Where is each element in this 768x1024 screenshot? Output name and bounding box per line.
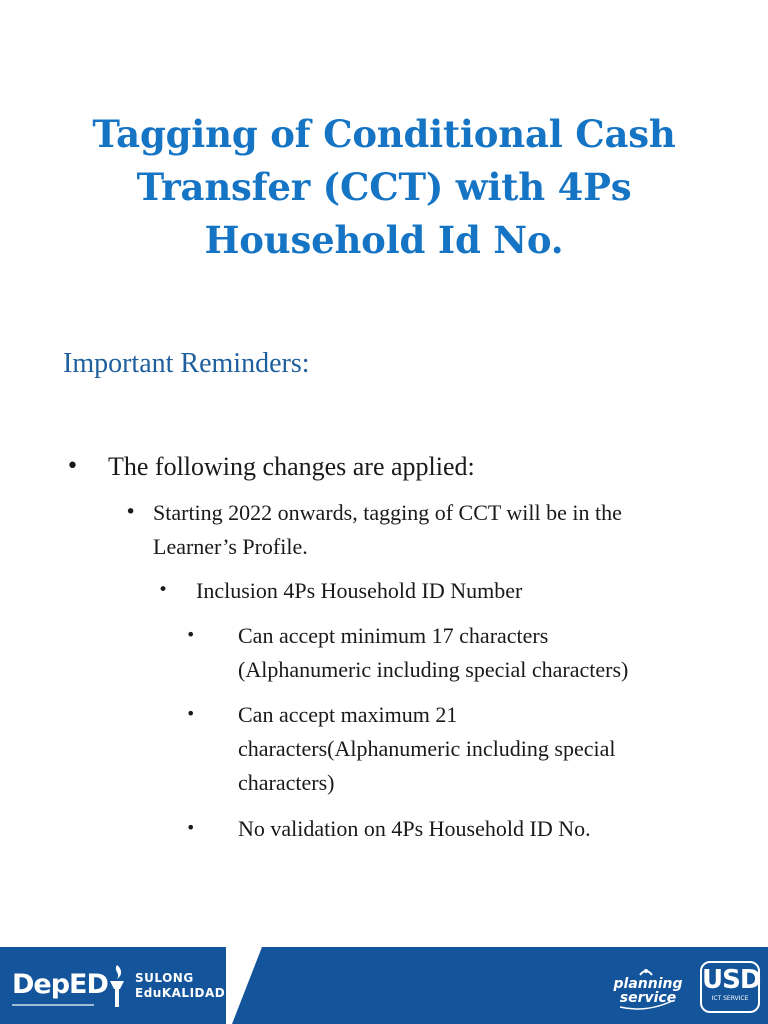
bullet-level-4 <box>186 619 678 687</box>
planning-service-logo <box>612 977 684 1005</box>
title-line-2: Transfer (CCT) with 4Ps <box>136 165 632 209</box>
usd-text: USD <box>702 965 761 995</box>
section-heading: Important Reminders: <box>63 348 310 379</box>
title-line-3: Household Id No. <box>204 218 564 262</box>
bullet-dot-icon: • <box>66 454 79 479</box>
title-line-1: Tagging of Conditional Cash <box>92 112 676 156</box>
bullet-level-4 <box>186 812 591 846</box>
planning-text: planning <box>613 976 683 992</box>
bullet-dot-icon: • <box>186 704 196 723</box>
sulong-text: SULONG <box>135 971 194 985</box>
deped-logo-underline <box>12 1004 94 1011</box>
usd-logo <box>700 961 760 1013</box>
bullet-text: Inclusion 4Ps Household ID Number <box>196 578 523 603</box>
bullet-level-3 <box>158 575 523 607</box>
torch-icon <box>104 963 130 1009</box>
usd-subtext: ICT SERVICE <box>711 995 749 1002</box>
bullet-dot-icon: • <box>125 501 137 523</box>
footer-bar <box>0 947 768 1024</box>
bullet-level-2 <box>125 496 673 564</box>
edukalidad-text: EduKALIDAD <box>135 986 226 1000</box>
footer-divider <box>226 947 496 1024</box>
bullet-text: No validation on 4Ps Household ID No. <box>238 816 591 841</box>
bullet-level-4 <box>186 698 658 800</box>
bullet-level-1 <box>66 450 475 484</box>
bullet-dot-icon: • <box>186 818 196 837</box>
bullet-text: Can accept minimum 17 characters (Alphanumeric including special characters) <box>238 623 629 682</box>
slide-title <box>40 108 728 267</box>
service-text: service <box>619 990 677 1006</box>
deped-logo: DepED <box>12 969 108 1000</box>
bullet-text: Can accept maximum 21 characters(Alphanumeric including special characters) <box>238 702 616 795</box>
bullet-dot-icon: • <box>186 625 196 644</box>
bullet-dot-icon: • <box>158 580 169 600</box>
sulong-edukalidad-logo <box>135 971 225 1001</box>
bullet-text: The following changes are applied: <box>108 452 475 481</box>
bullet-text: Starting 2022 onwards, tagging of CCT will be in the Learner’s Profile. <box>153 500 622 559</box>
